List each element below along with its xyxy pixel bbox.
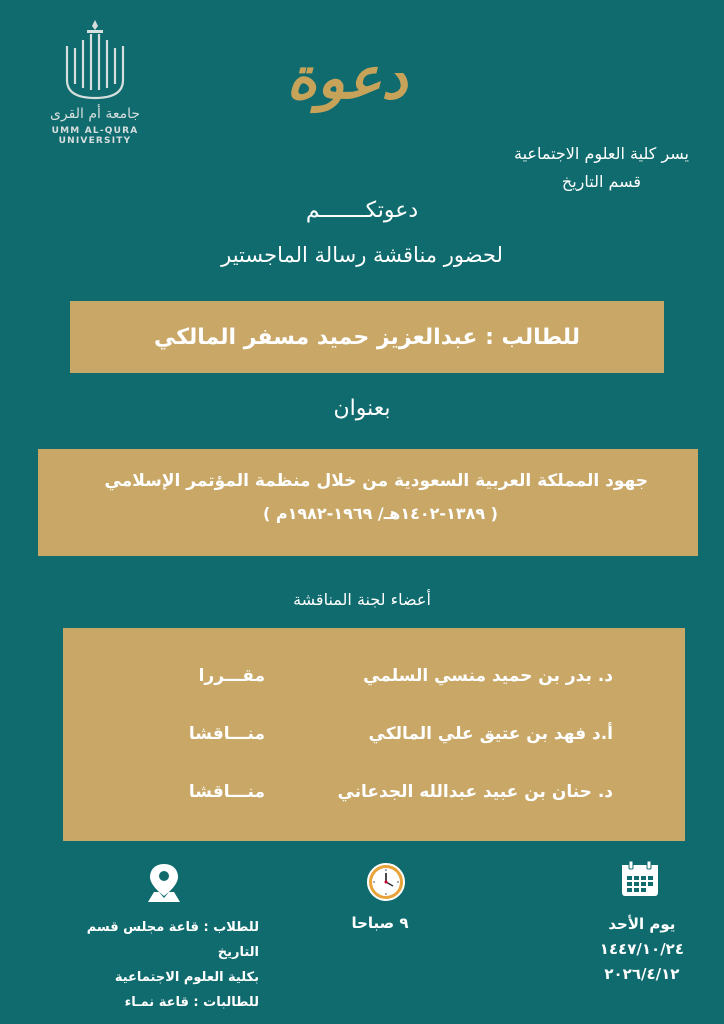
student-name: للطالب : عبدالعزيز حميد مسفر المالكي	[153, 324, 581, 350]
thesis-box	[38, 449, 698, 556]
university-emblem-icon	[63, 18, 127, 102]
clock-icon	[366, 862, 406, 902]
university-name-en: UMM AL-QURA UNIVERSITY	[51, 126, 139, 146]
location-male-college: بكلية العلوم الاجتماعية	[114, 970, 259, 985]
committee-member	[63, 782, 685, 812]
committee-member	[63, 666, 685, 696]
host-block	[514, 140, 689, 196]
university-logo	[20, 18, 170, 146]
member-role: منـــاقشا	[188, 724, 265, 744]
thesis-title: جهود المملكة العربية السعودية من خلال منظمة المؤتمر الإسلامي	[104, 471, 648, 491]
event-day: يوم الأحد	[608, 915, 676, 933]
calendar-icon	[620, 860, 660, 898]
host-college: يسر كلية العلوم الاجتماعية	[513, 144, 689, 163]
member-role: مقـــررا	[198, 666, 265, 686]
member-name: أ.د فهد بن عتيق علي المالكي	[368, 724, 613, 744]
location-block	[44, 915, 259, 1015]
event-date-gregorian: ٢٠٢٦/٤/١٢	[604, 965, 680, 983]
member-name: د. حنان بن عبيد عبدالله الجدعاني	[337, 782, 613, 802]
location-male-hall: للطلاب : قاعة مجلس قسم التاريخ	[86, 920, 259, 960]
member-name: د. بدر بن حميد منسي السلمي	[363, 666, 613, 686]
location-pin-icon	[144, 862, 184, 904]
invitation-title: دعوة	[286, 44, 408, 112]
invite-heading: دعوتكـــــــم	[305, 198, 419, 223]
event-time: ٩ صباحا	[351, 914, 409, 932]
date-block	[600, 912, 684, 987]
committee-member	[63, 724, 685, 754]
committee-box	[63, 628, 685, 841]
host-department: قسم التاريخ	[561, 172, 642, 191]
invite-purpose: لحضور مناقشة رسالة الماجستير	[221, 243, 503, 267]
thesis-label: بعنوان	[333, 396, 391, 421]
student-box	[70, 301, 664, 373]
location-female-hall: للطالبات : قاعة نمـاء	[124, 995, 259, 1010]
event-date-hijri: ١٤٤٧/١٠/٢٤	[599, 940, 684, 958]
thesis-period: ( ١٣٨٩-١٤٠٢هـ/ ١٩٦٩-١٩٨٢م )	[262, 504, 498, 523]
member-role: منـــاقشا	[188, 782, 265, 802]
university-name-ar: جامعة أم القرى	[49, 106, 141, 122]
committee-title: أعضاء لجنة المناقشة	[293, 590, 431, 609]
